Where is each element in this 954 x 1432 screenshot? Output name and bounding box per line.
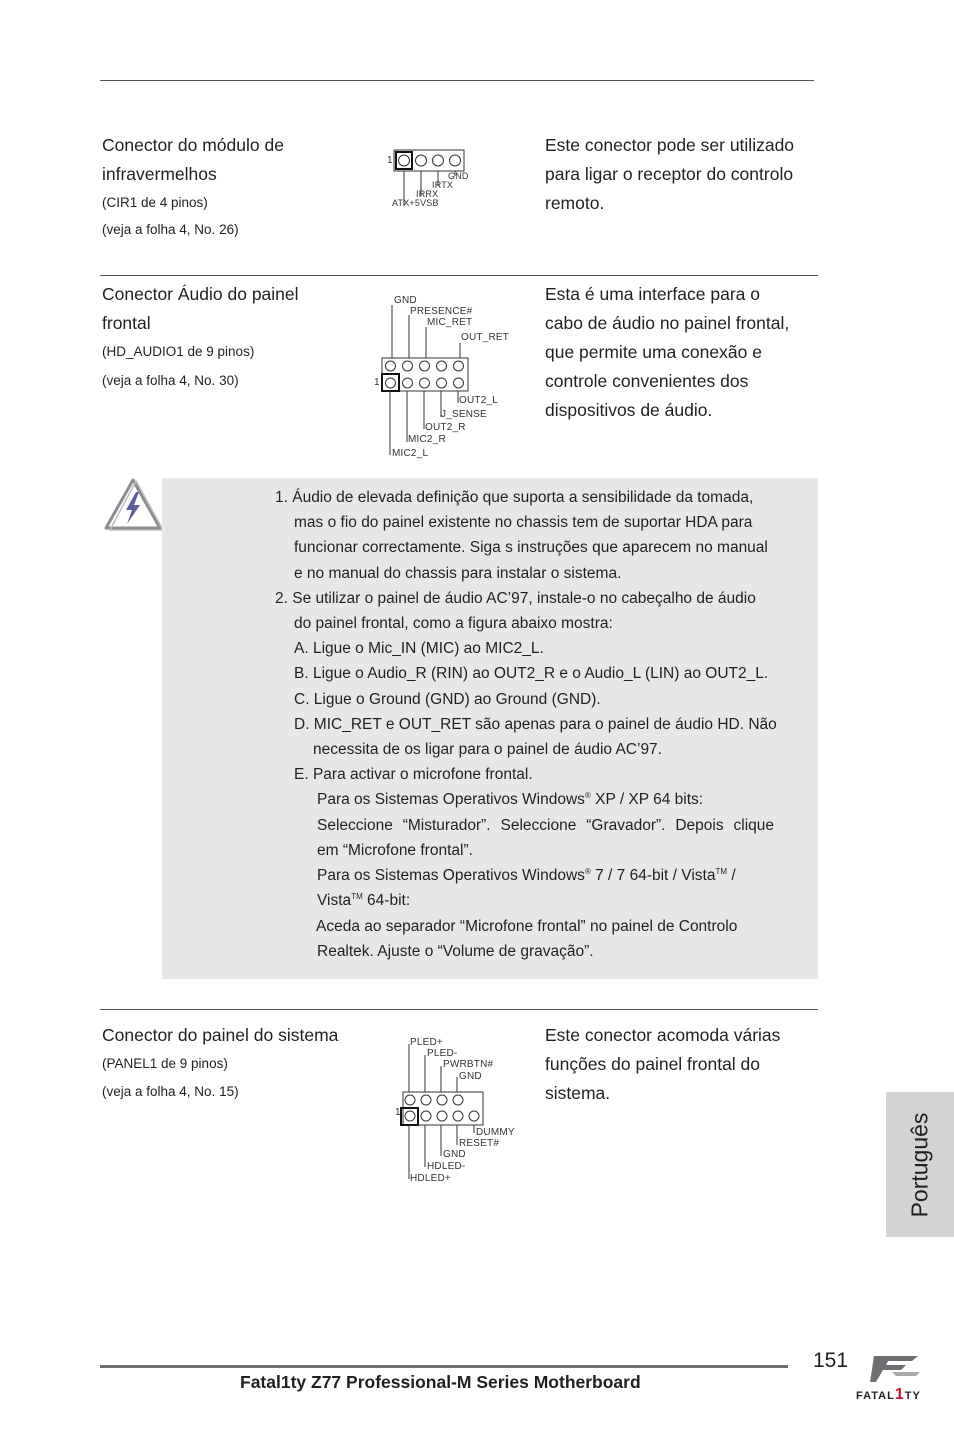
audio-out2-l-label: OUT2_L xyxy=(459,395,498,406)
note-e-vista-b: 64-bit: xyxy=(362,892,411,909)
trademark-mark: TM xyxy=(715,867,728,876)
fatal1ty-emblem-icon xyxy=(866,1352,926,1386)
note-e-win7-b: 7 / 7 64-bit / Vista xyxy=(590,867,716,884)
note-item-e-xp xyxy=(317,787,703,812)
audio-out-ret-label: OUT_RET xyxy=(461,332,510,343)
panel-hdled-minus-label: HDLED- xyxy=(427,1161,466,1172)
ir-description xyxy=(545,131,794,218)
fatal1ty-logo-text xyxy=(856,1386,921,1404)
note-item-b: B. Ligue o Audio_R (RIN) ao OUT2_R e o Audio_L (LIN) ao OUT2_L. xyxy=(294,665,769,682)
ir-desc-line1: Este conector pode ser utilizado xyxy=(545,135,795,155)
panel-pwrbtn-label: PWRBTN# xyxy=(443,1059,494,1070)
panel-desc-line2: funções do painel frontal do xyxy=(545,1054,761,1074)
note-item-e-vista xyxy=(317,888,410,913)
note-e-win7-a: Para os Sistemas Operativos Windows xyxy=(317,867,585,884)
panel-description xyxy=(545,1021,780,1108)
audio-presence-label: PRESENCE# xyxy=(410,306,473,317)
panel-pled-plus-label: PLED+ xyxy=(410,1037,443,1048)
audio-gnd-label: GND xyxy=(394,295,417,306)
note-item-e-win7-steps-2: Realtek. Ajuste o “Volume de gravação”. xyxy=(317,943,594,960)
note-e-xp-a: Para os Sistemas Operativos Windows xyxy=(317,791,585,808)
language-side-tab xyxy=(886,1092,954,1237)
note-item-d-line2: necessita de os ligar para o painel de áudio AC’97. xyxy=(313,741,662,758)
ir-desc-line2: para ligar o receptor do controlo xyxy=(545,164,794,184)
logo-text-fatal: FATAL xyxy=(856,1390,895,1402)
top-rule xyxy=(100,80,814,81)
page-number: 151 xyxy=(813,1349,849,1372)
audio-description xyxy=(545,280,789,425)
note-item-e-win7 xyxy=(317,863,736,888)
panel-ref: (veja a folha 4, No. 15) xyxy=(102,1084,239,1099)
note-line-6: do painel frontal, como a figura abaixo mostra: xyxy=(294,615,613,632)
note-item-a: A. Ligue o Mic_IN (MIC) ao MIC2_L. xyxy=(294,640,544,657)
language-label: Português xyxy=(906,1112,933,1217)
audio-desc-line1: Esta é uma interface para o xyxy=(545,284,760,304)
audio-j-sense-label: J_SENSE xyxy=(441,409,487,420)
panel-desc-line1: Este conector acomoda várias xyxy=(545,1025,781,1045)
panel-pin1-label: 1 xyxy=(395,1107,401,1118)
audio-desc-line2: cabo de áudio no painel frontal, xyxy=(545,313,790,333)
panel-title: Conector do painel do sistema xyxy=(102,1025,339,1045)
ir-pin1-label: 1 xyxy=(387,155,393,166)
audio-mic2-r-label: MIC2_R xyxy=(408,434,446,445)
audio-out2-r-label: OUT2_R xyxy=(425,422,466,433)
audio-title-line1: Conector Áudio do painel xyxy=(102,284,299,304)
registered-mark: ® xyxy=(584,791,591,800)
trademark-mark: TM xyxy=(351,892,363,901)
audio-desc-line3: que permite uma conexão e xyxy=(545,342,762,362)
note-line-3: funcionar correctamente. Siga s instruções que aparecem no manual xyxy=(294,539,768,556)
panel-dummy-label: DUMMY xyxy=(476,1127,515,1138)
note-item-d-line1: D. MIC_RET e OUT_RET são apenas para o painel de áudio HD. Não xyxy=(294,716,777,733)
audio-desc-line5: dispositivos de áudio. xyxy=(545,400,713,420)
ir-title-line1: Conector do módulo de xyxy=(102,135,284,155)
note-line-4: e no manual do chassis para instalar o sistema. xyxy=(294,565,622,582)
panel-pled-minus-label: PLED- xyxy=(427,1048,458,1059)
note-e-vista-a: Vista xyxy=(317,892,352,909)
ir-spec: (CIR1 de 4 pinos) xyxy=(102,195,208,210)
panel-reset-label: RESET# xyxy=(459,1138,500,1149)
note-item-e: E. Para activar o microfone frontal. xyxy=(294,766,533,783)
note-item-c: C. Ligue o Ground (GND) ao Ground (GND). xyxy=(294,691,601,708)
fatal1ty-logo xyxy=(852,1352,932,1408)
footer-title: Fatal1ty Z77 Professional-M Series Motherboard xyxy=(240,1372,641,1392)
note-e-xp-b: XP / XP 64 bits: xyxy=(590,791,704,808)
note-line-5: 2. Se utilizar o painel de áudio AC’97, instale-o no cabeçalho de áudio xyxy=(275,590,756,607)
ir-gnd-label: GND xyxy=(448,171,469,181)
panel-gnd-bottom-label: GND xyxy=(443,1149,466,1160)
panel-gnd-top-label: GND xyxy=(459,1071,482,1082)
audio-title-line2: frontal xyxy=(102,313,151,333)
audio-ref: (veja a folha 4, No. 30) xyxy=(102,373,239,388)
ir-irrx-label: IRRX xyxy=(416,189,439,199)
warning-icon xyxy=(100,476,166,534)
note-item-e-xp-steps: Seleccione “Misturador”. Seleccione “Gravador”. Depois clique xyxy=(317,817,775,834)
ir-irtx-label: IRTX xyxy=(432,180,454,190)
audio-mic-ret-label: MIC_RET xyxy=(427,317,473,328)
audio-mic2-l-label: MIC2_L xyxy=(392,448,429,459)
audio-desc-line4: controle convenientes dos xyxy=(545,371,749,391)
section-rule-2 xyxy=(100,1009,818,1010)
audio-pin1-label: 1 xyxy=(374,377,380,388)
section-rule-1 xyxy=(100,275,818,276)
logo-text-one: 1 xyxy=(894,1386,905,1403)
panel-spec: (PANEL1 de 9 pinos) xyxy=(102,1056,228,1071)
ir-ref: (veja a folha 4, No. 26) xyxy=(102,222,239,237)
audio-title xyxy=(102,280,299,338)
ir-title xyxy=(102,131,284,189)
registered-mark: ® xyxy=(584,867,591,876)
footer-rule xyxy=(100,1365,788,1368)
note-item-e-win7-steps: Aceda ao separador “Microfone frontal” no painel de Controlo xyxy=(316,918,738,935)
note-e-win7-c: / xyxy=(727,867,736,884)
logo-text-ty: TY xyxy=(904,1390,921,1402)
note-line-2: mas o fio do painel existente no chassis tem de suportar HDA para xyxy=(294,514,753,531)
ir-desc-line3: remoto. xyxy=(545,193,605,213)
ir-title-line2: infravermelhos xyxy=(102,164,217,184)
audio-spec: (HD_AUDIO1 de 9 pinos) xyxy=(102,344,255,359)
note-item-e-xp-steps-2: em “Microfone frontal”. xyxy=(317,842,473,859)
panel-hdled-plus-label: HDLED+ xyxy=(410,1173,451,1184)
panel-desc-line3: sistema. xyxy=(545,1083,611,1103)
note-line-1: 1. Áudio de elevada definição que suporta a sensibilidade da tomada, xyxy=(275,489,754,506)
ir-atx-label: ATX+5VSB xyxy=(392,198,439,208)
